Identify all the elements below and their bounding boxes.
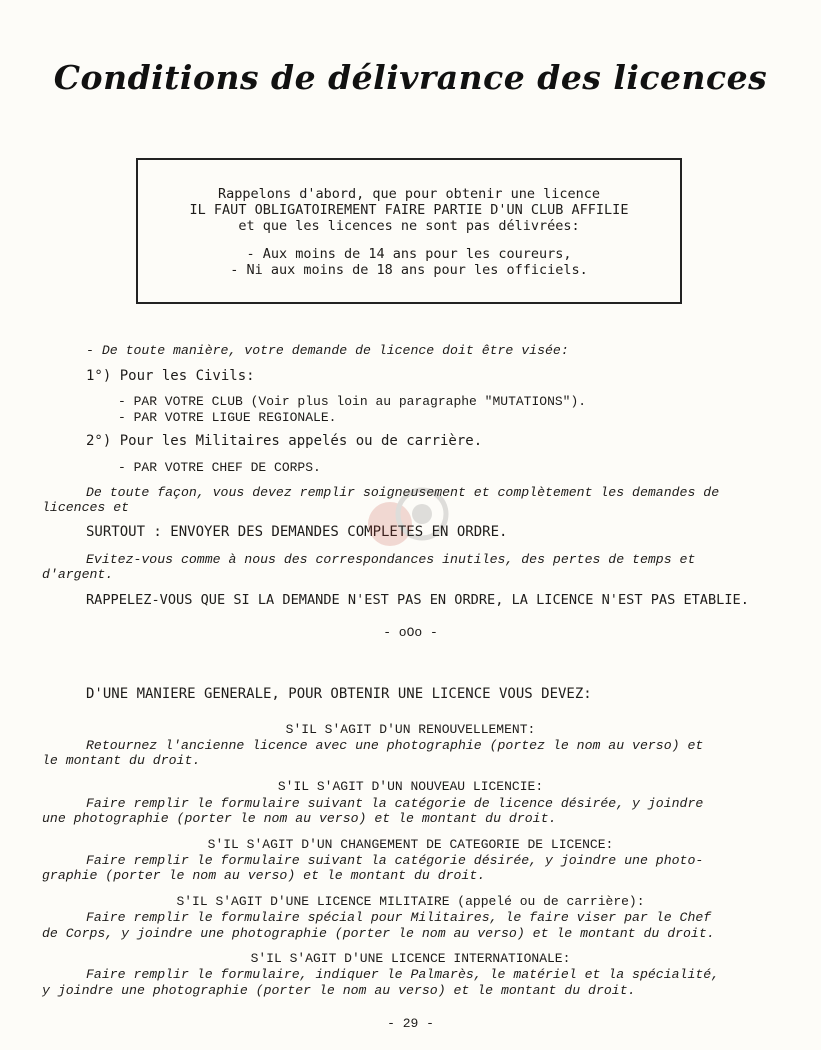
case-line: graphie (porter le nom au verso) et le montant du droit. [42,868,486,883]
notice-line: Rappelons d'abord, que pour obtenir une licence [217,186,600,202]
case-line: de Corps, y joindre une photographie (porter le nom au verso) et le montant du droit. [42,926,715,941]
watermark-stamp-icon [360,484,460,554]
visa-intro: - De toute manière, votre demande de licence doit être visée: [86,343,569,358]
militaires-heading: 2°) Pour les Militaires appelés ou de carrière. [86,433,483,449]
civils-item: - PAR VOTRE LIGUE REGIONALE. [118,410,337,425]
page-title: Conditions de délivrance des licences [53,58,768,97]
separator: - oOo - [383,625,438,640]
notice-line: - Aux moins de 14 ans pour les coureurs, [246,246,572,262]
case-line: Faire remplir le formulaire, indiquer le Palmarès, le matériel et la spécialité, [86,967,720,982]
case-line: Retournez l'ancienne licence avec une photographie (portez le nom au verso) et [86,738,704,753]
rappel-line: RAPPELEZ-VOUS QUE SI LA DEMANDE N'EST PAS EN ORDRE, LA LICENCE N'EST PAS ETABLIE. [86,592,749,608]
notice-box [136,158,682,304]
case-line: y joindre une photographie (porter le nom au verso) et le montant du droit. [42,983,636,998]
case-heading: S'IL S'AGIT D'UNE LICENCE MILITAIRE (appelé ou de carrière): [176,894,645,909]
advice-paragraph-line: licences et [42,500,130,515]
case-line: Faire remplir le formulaire suivant la catégorie de licence désirée, y joindre [86,796,704,811]
case-heading: S'IL S'AGIT D'UNE LICENCE INTERNATIONALE: [250,951,571,966]
surtout-line: SURTOUT : ENVOYER DES DEMANDES COMPLETES EN ORDRE. [86,524,508,540]
advice-paragraph-line: d'argent. [42,567,114,582]
civils-heading: 1°) Pour les Civils: [86,368,255,384]
case-heading: S'IL S'AGIT D'UN RENOUVELLEMENT: [285,722,536,737]
civils-item: - PAR VOTRE CLUB (Voir plus loin au paragraphe "MUTATIONS"). [118,394,587,409]
advice-paragraph-line: De toute façon, vous devez remplir soigneusement et complètement les demandes de [86,485,720,500]
page-number: - 29 - [387,1016,434,1031]
notice-line: IL FAUT OBLIGATOIREMENT FAIRE PARTIE D'UN CLUB AFFILIE [189,202,629,218]
notice-line: et que les licences ne sont pas délivrées: [238,218,580,234]
case-line: le montant du droit. [42,753,201,768]
case-heading: S'IL S'AGIT D'UN NOUVEAU LICENCIE: [277,779,544,794]
general-heading: D'UNE MANIERE GENERALE, POUR OBTENIR UNE LICENCE VOUS DEVEZ: [86,686,592,702]
case-line: une photographie (porter le nom au verso) et le montant du droit. [42,811,557,826]
case-line: Faire remplir le formulaire spécial pour Militaires, le faire viser par le Chef [86,910,712,925]
case-line: Faire remplir le formulaire suivant la catégorie désirée, y joindre une photo- [86,853,704,868]
advice-paragraph-line: Evitez-vous comme à nous des correspondances inutiles, des pertes de temps et [86,552,696,567]
notice-line: - Ni aux moins de 18 ans pour les officiels. [230,262,588,278]
case-heading: S'IL S'AGIT D'UN CHANGEMENT DE CATEGORIE DE LICENCE: [207,837,614,852]
militaires-item: - PAR VOTRE CHEF DE CORPS. [118,460,321,475]
